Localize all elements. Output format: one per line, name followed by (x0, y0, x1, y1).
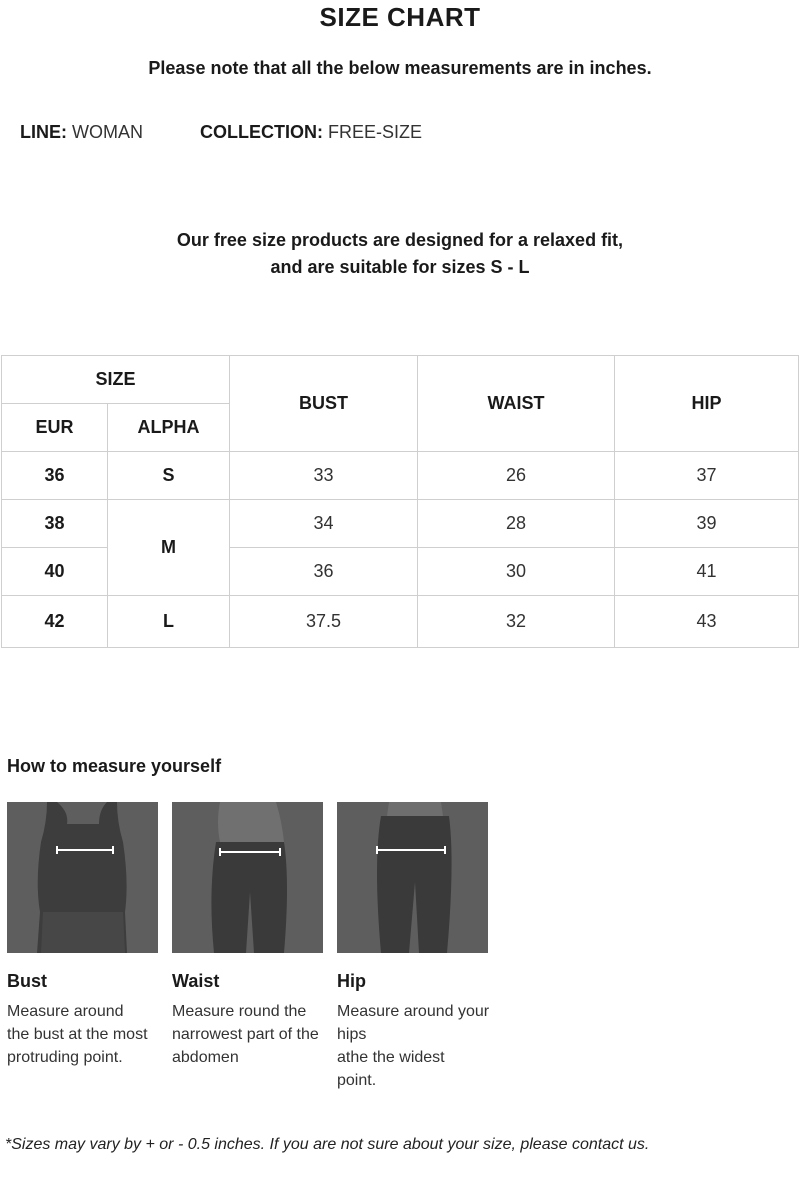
bust-description: Measure around the bust at the most protruding point. (7, 1003, 148, 1066)
page-title: SIZE CHART (319, 2, 481, 32)
bust-header: BUST (230, 356, 418, 452)
waist-description: Measure round the narrowest part of the abdomen (172, 1003, 319, 1066)
eur-cell: 36 (2, 452, 108, 500)
waist-cell: 30 (418, 548, 615, 596)
alpha-cell: M (108, 500, 230, 596)
waist-card (172, 802, 342, 1069)
fit-line-1: Our free size products are designed for a relaxed fit, (176, 230, 624, 250)
collection-info (200, 122, 422, 143)
alpha-cell: L (108, 596, 230, 648)
footnote: *Sizes may vary by + or - 0.5 inches. If you are not sure about your size, please contact us. (5, 1136, 650, 1153)
table-row (2, 452, 799, 500)
hip-photo-icon (337, 802, 488, 953)
line-info (20, 122, 143, 143)
table-row (2, 500, 799, 548)
fit-description (0, 227, 800, 281)
alpha-header: ALPHA (108, 404, 230, 452)
eur-cell: 40 (2, 548, 108, 596)
collection-label: COLLECTION: (200, 122, 323, 142)
waist-cell: 32 (418, 596, 615, 648)
hip-cell: 43 (615, 596, 799, 648)
bust-cell: 36 (230, 548, 418, 596)
bust-cell: 34 (230, 500, 418, 548)
hip-cell: 41 (615, 548, 799, 596)
bust-cell: 33 (230, 452, 418, 500)
alpha-cell: S (108, 452, 230, 500)
hip-card (337, 802, 507, 1092)
bust-photo-icon (7, 802, 158, 953)
waist-header: WAIST (418, 356, 615, 452)
hip-description: Measure around your hips athe the widest point. (337, 1003, 490, 1089)
waist-title: Waist (172, 971, 220, 991)
waist-cell: 28 (418, 500, 615, 548)
size-header: SIZE (2, 356, 230, 404)
eur-cell: 38 (2, 500, 108, 548)
bust-title: Bust (7, 971, 47, 991)
bust-card (7, 802, 177, 1069)
line-label: LINE: (20, 122, 67, 142)
table-row (2, 596, 799, 648)
line-value: WOMAN (72, 122, 144, 142)
waist-photo-icon (172, 802, 323, 953)
collection-value: FREE-SIZE (328, 122, 423, 142)
waist-cell: 26 (418, 452, 615, 500)
hip-cell: 39 (615, 500, 799, 548)
fit-line-2: and are suitable for sizes S - L (270, 257, 530, 277)
hip-header: HIP (615, 356, 799, 452)
bust-cell: 37.5 (230, 596, 418, 648)
size-table (1, 355, 799, 648)
units-note: Please note that all the below measurements are in inches. (148, 58, 652, 78)
hip-cell: 37 (615, 452, 799, 500)
eur-header: EUR (2, 404, 108, 452)
eur-cell: 42 (2, 596, 108, 648)
how-to-heading: How to measure yourself (7, 756, 222, 776)
hip-title: Hip (337, 971, 366, 991)
